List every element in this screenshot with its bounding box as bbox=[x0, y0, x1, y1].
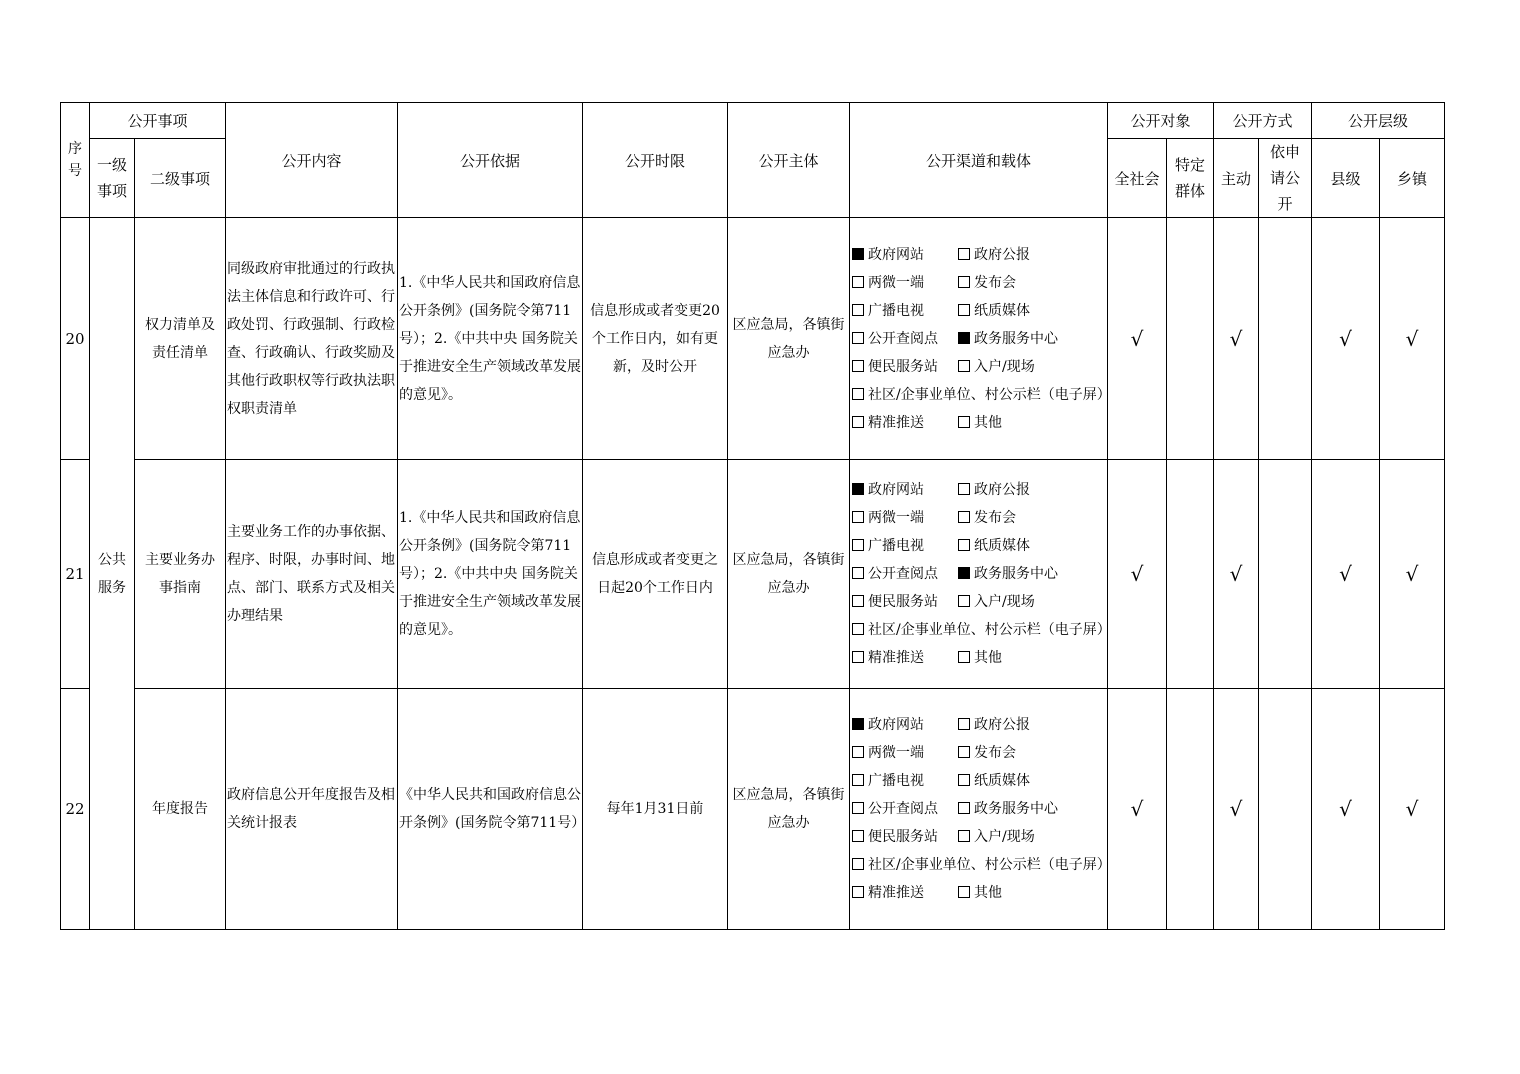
header-seq: 序号 bbox=[61, 103, 90, 218]
table-body bbox=[61, 218, 1445, 930]
channels-cell bbox=[850, 460, 1111, 689]
channel-label: 政府网站 bbox=[868, 246, 925, 263]
channel-option bbox=[852, 532, 958, 560]
checked-box-icon bbox=[852, 483, 864, 495]
unchecked-box-icon bbox=[852, 567, 864, 579]
channel-option bbox=[852, 504, 958, 532]
unchecked-box-icon bbox=[852, 802, 864, 814]
unchecked-box-icon bbox=[958, 830, 970, 842]
table-row bbox=[61, 218, 1445, 460]
header-basis: 公开依据 bbox=[398, 103, 583, 218]
method-request-check bbox=[1259, 218, 1312, 460]
unchecked-box-icon bbox=[852, 304, 864, 316]
channel-label: 纸质媒体 bbox=[974, 538, 1031, 554]
target-specific-check bbox=[1167, 460, 1214, 689]
channel-line bbox=[852, 353, 1107, 381]
level-county-check: √ bbox=[1312, 689, 1380, 930]
content-cell: 主要业务工作的办事依据、程序、时限，办事时间、地点、部门、联系方式及相关办理结果 bbox=[226, 460, 398, 689]
subject-cell: 区应急局，各镇街应急办 bbox=[728, 689, 850, 930]
channel-option bbox=[852, 409, 958, 437]
channel-option bbox=[958, 353, 1107, 381]
channel-option bbox=[852, 616, 1111, 644]
checked-box-icon bbox=[958, 567, 970, 579]
channel-label: 政府公报 bbox=[974, 717, 1031, 733]
channel-label: 精准推送 bbox=[868, 885, 925, 901]
target-all-check: √ bbox=[1108, 460, 1167, 689]
method-active-check: √ bbox=[1214, 689, 1259, 930]
channel-label: 广播电视 bbox=[868, 538, 925, 554]
unchecked-box-icon bbox=[852, 830, 864, 842]
unchecked-box-icon bbox=[852, 511, 864, 523]
channel-line bbox=[852, 739, 1107, 767]
channel-line bbox=[852, 767, 1107, 795]
channel-option bbox=[852, 879, 958, 907]
channel-option bbox=[852, 269, 958, 297]
channel-label: 纸质媒体 bbox=[974, 302, 1031, 319]
target-specific-check bbox=[1167, 689, 1214, 930]
unchecked-box-icon bbox=[958, 774, 970, 786]
channel-option bbox=[958, 739, 1107, 767]
channel-option bbox=[852, 241, 958, 269]
channel-option bbox=[852, 644, 958, 672]
channel-label: 入户/现场 bbox=[974, 829, 1035, 845]
checked-box-icon bbox=[852, 718, 864, 730]
unchecked-box-icon bbox=[958, 802, 970, 814]
channel-label: 纸质媒体 bbox=[974, 773, 1031, 789]
header-level2: 二级事项 bbox=[135, 139, 226, 218]
channel-label: 政务服务中心 bbox=[974, 330, 1059, 347]
unchecked-box-icon bbox=[958, 595, 970, 607]
unchecked-box-icon bbox=[852, 774, 864, 786]
channel-option bbox=[852, 588, 958, 616]
checked-box-icon bbox=[852, 248, 864, 260]
deadline-cell: 信息形成或者变更之日起20个工作日内 bbox=[583, 460, 728, 689]
unchecked-box-icon bbox=[958, 718, 970, 730]
channel-option bbox=[852, 823, 958, 851]
channel-option bbox=[958, 504, 1107, 532]
channel-label: 社区/企事业单位、村公示栏（电子屏） bbox=[868, 857, 1111, 873]
channel-label: 其他 bbox=[974, 885, 1003, 901]
unchecked-box-icon bbox=[852, 276, 864, 288]
channel-label: 入户/现场 bbox=[974, 594, 1035, 610]
method-active-check: √ bbox=[1214, 460, 1259, 689]
unchecked-box-icon bbox=[958, 886, 970, 898]
basis-cell: 《中华人民共和国政府信息公开条例》(国务院令第711号） bbox=[398, 689, 583, 930]
unchecked-box-icon bbox=[958, 360, 970, 372]
table-row bbox=[61, 460, 1445, 689]
channel-label: 政府网站 bbox=[868, 482, 925, 498]
row-seq: 21 bbox=[61, 460, 90, 689]
channel-option bbox=[852, 739, 958, 767]
channel-option bbox=[958, 532, 1107, 560]
unchecked-box-icon bbox=[852, 539, 864, 551]
channel-line bbox=[852, 325, 1107, 353]
channel-option bbox=[958, 325, 1107, 353]
header-level-group: 公开层级 bbox=[1312, 103, 1445, 139]
header-method-group: 公开方式 bbox=[1214, 103, 1312, 139]
channel-label: 发布会 bbox=[974, 745, 1017, 761]
deadline-cell: 信息形成或者变更20个工作日内，如有更新，及时公开 bbox=[583, 218, 728, 460]
level2-item: 年度报告 bbox=[135, 689, 226, 930]
header-method-active: 主动 bbox=[1214, 139, 1259, 218]
channel-option bbox=[852, 297, 958, 325]
method-request-check bbox=[1259, 460, 1312, 689]
header-target-all: 全社会 bbox=[1108, 139, 1167, 218]
header-level-town: 乡镇 bbox=[1380, 139, 1445, 218]
channel-option bbox=[958, 795, 1107, 823]
channel-option bbox=[958, 241, 1107, 269]
method-request-check bbox=[1259, 689, 1312, 930]
channel-label: 两微一端 bbox=[868, 274, 925, 291]
channel-line bbox=[852, 409, 1107, 437]
unchecked-box-icon bbox=[958, 511, 970, 523]
channel-line bbox=[852, 616, 1111, 644]
header-method-request: 依申请公开 bbox=[1259, 139, 1312, 218]
channel-line bbox=[852, 532, 1107, 560]
channel-option bbox=[852, 851, 1111, 879]
header-subject: 公开主体 bbox=[728, 103, 850, 218]
channel-option bbox=[852, 325, 958, 353]
channel-label: 政务服务中心 bbox=[974, 801, 1059, 817]
unchecked-box-icon bbox=[852, 886, 864, 898]
level2-item: 权力清单及责任清单 bbox=[135, 218, 226, 460]
channel-label: 其他 bbox=[974, 414, 1003, 431]
channel-label: 精准推送 bbox=[868, 650, 925, 666]
channel-label: 精准推送 bbox=[868, 414, 925, 431]
unchecked-box-icon bbox=[958, 276, 970, 288]
channels-cell bbox=[850, 218, 1111, 460]
channel-option bbox=[958, 588, 1107, 616]
channel-label: 发布会 bbox=[974, 274, 1017, 291]
unchecked-box-icon bbox=[958, 539, 970, 551]
channel-line bbox=[852, 241, 1107, 269]
target-all-check: √ bbox=[1108, 218, 1167, 460]
channel-line bbox=[852, 795, 1107, 823]
channel-line bbox=[852, 588, 1107, 616]
header-channels: 公开渠道和载体 bbox=[850, 103, 1108, 218]
level-town-check: √ bbox=[1380, 689, 1445, 930]
channel-label: 广播电视 bbox=[868, 773, 925, 789]
channel-label: 两微一端 bbox=[868, 745, 925, 761]
target-all-check: √ bbox=[1108, 689, 1167, 930]
unchecked-box-icon bbox=[958, 483, 970, 495]
channel-label: 广播电视 bbox=[868, 302, 925, 319]
header-target-specific: 特定群体 bbox=[1167, 139, 1214, 218]
header-items-group: 公开事项 bbox=[90, 103, 226, 139]
unchecked-box-icon bbox=[852, 388, 864, 400]
unchecked-box-icon bbox=[958, 416, 970, 428]
unchecked-box-icon bbox=[852, 746, 864, 758]
channel-label: 公开查阅点 bbox=[868, 330, 939, 347]
channel-label: 社区/企事业单位、村公示栏（电子屏） bbox=[868, 622, 1111, 638]
deadline-cell: 每年1月31日前 bbox=[583, 689, 728, 930]
disclosure-table bbox=[60, 102, 1445, 930]
level-town-check: √ bbox=[1380, 460, 1445, 689]
channel-label: 发布会 bbox=[974, 510, 1017, 526]
channel-option bbox=[852, 476, 958, 504]
channel-line bbox=[852, 644, 1107, 672]
channel-label: 两微一端 bbox=[868, 510, 925, 526]
channel-option bbox=[958, 560, 1107, 588]
channel-option bbox=[852, 795, 958, 823]
channel-line bbox=[852, 476, 1107, 504]
level-county-check: √ bbox=[1312, 460, 1380, 689]
channel-line bbox=[852, 381, 1111, 409]
header-level-county: 县级 bbox=[1312, 139, 1380, 218]
level1-item: 公共服务 bbox=[90, 218, 135, 930]
subject-cell: 区应急局，各镇街应急办 bbox=[728, 218, 850, 460]
channel-option bbox=[958, 644, 1107, 672]
level-town-check: √ bbox=[1380, 218, 1445, 460]
channel-option bbox=[958, 269, 1107, 297]
unchecked-box-icon bbox=[852, 623, 864, 635]
basis-cell: 1.《中华人民共和国政府信息公开条例》(国务院令第711号）；2.《中共中央 国务院关于推进安全生产领域改革发展的意见》。 bbox=[398, 218, 583, 460]
channel-option bbox=[958, 297, 1107, 325]
channel-option bbox=[852, 381, 1111, 409]
channel-line bbox=[852, 851, 1111, 879]
unchecked-box-icon bbox=[852, 416, 864, 428]
row-seq: 20 bbox=[61, 218, 90, 460]
channel-option bbox=[958, 409, 1107, 437]
channel-option bbox=[958, 711, 1107, 739]
unchecked-box-icon bbox=[958, 651, 970, 663]
unchecked-box-icon bbox=[852, 360, 864, 372]
unchecked-box-icon bbox=[958, 248, 970, 260]
channel-label: 便民服务站 bbox=[868, 358, 939, 375]
channel-line bbox=[852, 823, 1107, 851]
channel-label: 政府公报 bbox=[974, 246, 1031, 263]
channel-label: 政府网站 bbox=[868, 717, 925, 733]
content-cell: 政府信息公开年度报告及相关统计报表 bbox=[226, 689, 398, 930]
header-target-group: 公开对象 bbox=[1108, 103, 1214, 139]
method-active-check: √ bbox=[1214, 218, 1259, 460]
header-deadline: 公开时限 bbox=[583, 103, 728, 218]
channel-line bbox=[852, 269, 1107, 297]
channel-option bbox=[958, 879, 1107, 907]
unchecked-box-icon bbox=[852, 858, 864, 870]
channel-label: 公开查阅点 bbox=[868, 566, 939, 582]
unchecked-box-icon bbox=[958, 304, 970, 316]
channel-label: 入户/现场 bbox=[974, 358, 1035, 375]
header-level1: 一级事项 bbox=[90, 139, 135, 218]
channel-option bbox=[958, 823, 1107, 851]
channel-option bbox=[958, 476, 1107, 504]
table-row bbox=[61, 689, 1445, 930]
channels-cell bbox=[850, 689, 1111, 930]
channel-line bbox=[852, 560, 1107, 588]
header-content: 公开内容 bbox=[226, 103, 398, 218]
channel-option bbox=[852, 560, 958, 588]
unchecked-box-icon bbox=[852, 651, 864, 663]
channel-option bbox=[852, 711, 958, 739]
channel-label: 公开查阅点 bbox=[868, 801, 939, 817]
target-specific-check bbox=[1167, 218, 1214, 460]
channel-option bbox=[852, 353, 958, 381]
channel-line bbox=[852, 297, 1107, 325]
content-cell: 同级政府审批通过的行政执法主体信息和行政许可、行政处罚、行政强制、行政检查、行政确认、行政奖励及其他行政职权等行政执法职权职责清单 bbox=[226, 218, 398, 460]
unchecked-box-icon bbox=[852, 595, 864, 607]
channel-label: 社区/企事业单位、村公示栏（电子屏） bbox=[868, 386, 1111, 403]
level2-item: 主要业务办事指南 bbox=[135, 460, 226, 689]
channel-option bbox=[852, 767, 958, 795]
table-header bbox=[61, 103, 1445, 218]
basis-cell: 1.《中华人民共和国政府信息公开条例》(国务院令第711号）；2.《中共中央 国务院关于推进安全生产领域改革发展的意见》。 bbox=[398, 460, 583, 689]
channel-line bbox=[852, 879, 1107, 907]
channel-label: 政府公报 bbox=[974, 482, 1031, 498]
channel-line bbox=[852, 711, 1107, 739]
channel-option bbox=[958, 767, 1107, 795]
channel-label: 便民服务站 bbox=[868, 829, 939, 845]
unchecked-box-icon bbox=[958, 746, 970, 758]
subject-cell: 区应急局，各镇街应急办 bbox=[728, 460, 850, 689]
channel-label: 便民服务站 bbox=[868, 594, 939, 610]
channel-label: 其他 bbox=[974, 650, 1003, 666]
level-county-check: √ bbox=[1312, 218, 1380, 460]
unchecked-box-icon bbox=[852, 332, 864, 344]
channel-line bbox=[852, 504, 1107, 532]
channel-label: 政务服务中心 bbox=[974, 566, 1059, 582]
checked-box-icon bbox=[958, 332, 970, 344]
row-seq: 22 bbox=[61, 689, 90, 930]
